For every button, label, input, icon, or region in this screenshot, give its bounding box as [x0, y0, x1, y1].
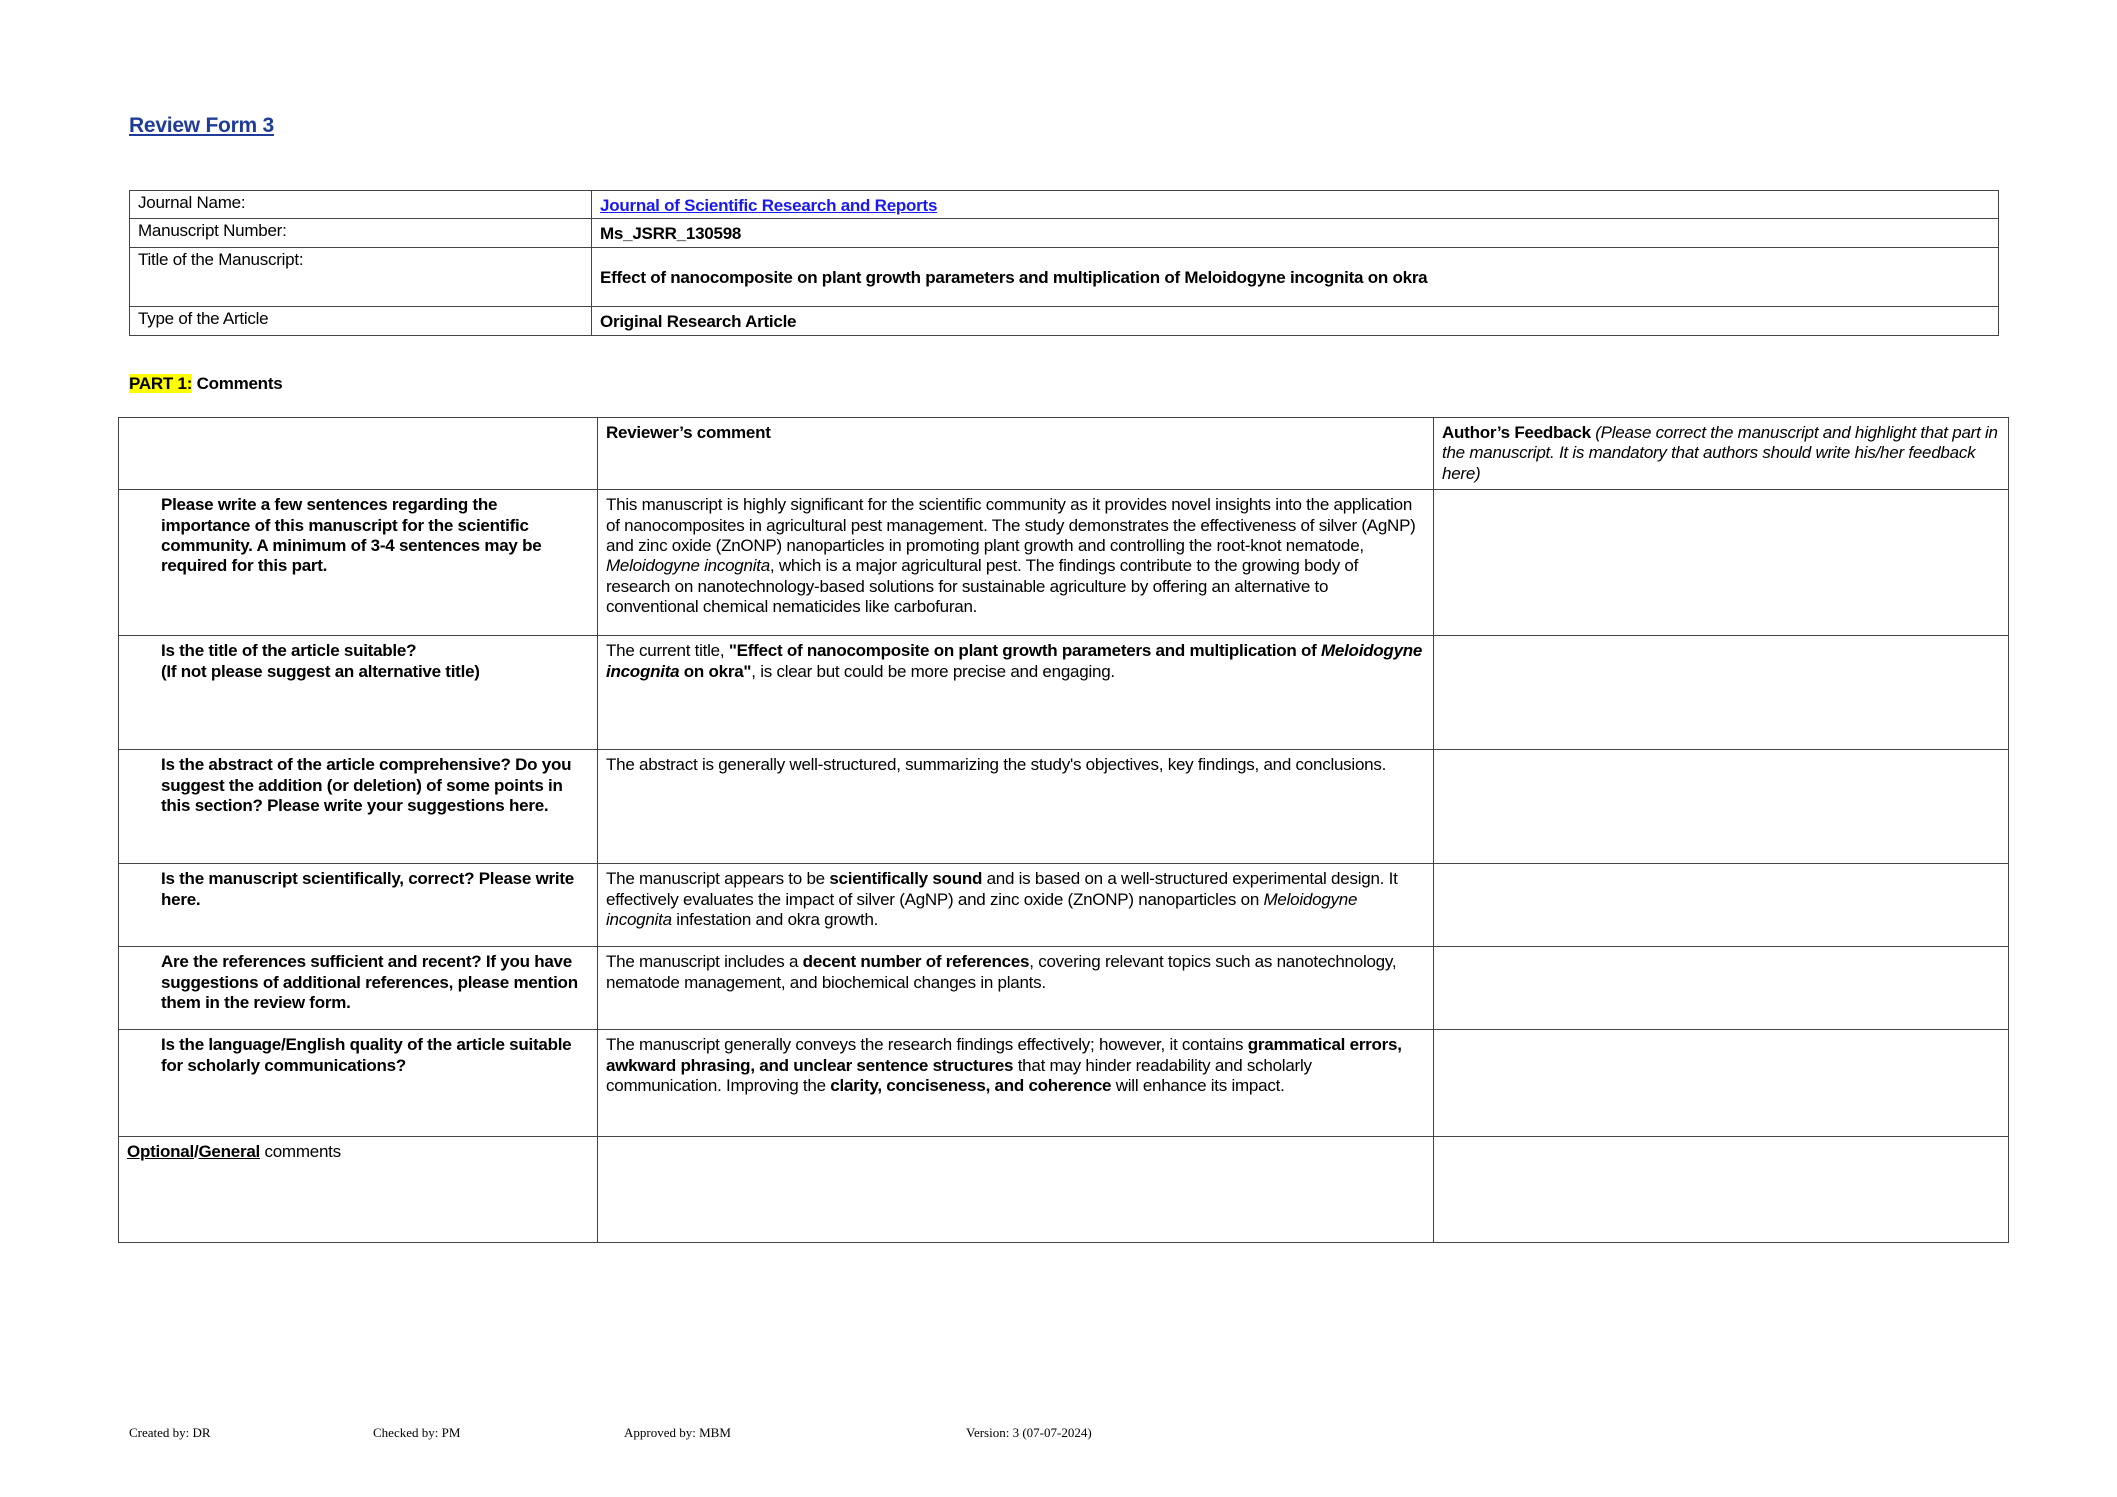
header-empty — [119, 418, 598, 490]
part-heading — [129, 374, 282, 394]
table-row — [119, 636, 2009, 750]
article-type-label: Type of the Article — [130, 306, 592, 335]
part-label: PART 1: — [129, 374, 193, 393]
question: Is the language/English quality of the article suitable for scholarly communications? — [119, 1030, 598, 1137]
footer-approved: Approved by: MBM — [624, 1425, 731, 1440]
manuscript-number: Ms_JSRR_130598 — [592, 219, 1999, 247]
header-reviewer-comment: Reviewer’s comment — [598, 418, 1434, 490]
header-author-feedback — [1434, 418, 2009, 490]
reviewer-comment: The abstract is generally well-structured, summarizing the study's objectives, key findings, and conclusions. — [598, 750, 1434, 864]
author-feedback-title: Author’s Feedback — [1442, 423, 1591, 442]
table-row — [119, 1137, 2009, 1243]
table-row — [119, 947, 2009, 1030]
optional-author-feedback[interactable] — [1434, 1137, 2009, 1243]
question: Are the references sufficient and recent? If you have suggestions of additional references, please mention them in the review form. — [119, 947, 598, 1030]
question: Is the abstract of the article comprehensive? Do you suggest the addition (or deletion) of some points in this section? Please write your suggestions here. — [119, 750, 598, 864]
table-row — [119, 1030, 2009, 1137]
question: Is the manuscript scientifically, correct? Please write here. — [119, 864, 598, 947]
footer-created: Created by: DR — [129, 1425, 211, 1440]
manuscript-title-label: Title of the Manuscript: — [130, 247, 592, 306]
reviewer-comment: The manuscript generally conveys the research findings effectively; however, it contains grammatical errors, awkward phrasing, and unclear sentence structures that may hinder readability and scholarly communication. Improving the clarity, conciseness, and coherence will enhance its impact. — [598, 1030, 1434, 1137]
page-title: Review Form 3 — [129, 114, 274, 137]
reviewer-comment: The manuscript includes a decent number of references, covering relevant topics such as nanotechnology, nematode management, and biochemical changes in plants. — [598, 947, 1434, 1030]
author-feedback-cell[interactable] — [1434, 636, 2009, 750]
manuscript-info-table — [129, 190, 1999, 336]
reviewer-comment: The manuscript appears to be scientifically sound and is based on a well-structured experimental design. It effectively evaluates the impact of silver (AgNP) and zinc oxide (ZnONP) nanoparticles on Meloidogyne incognita infestation and okra growth. — [598, 864, 1434, 947]
author-feedback-cell[interactable] — [1434, 947, 2009, 1030]
reviewer-comment: This manuscript is highly significant for the scientific community as it provides novel insights into the application of nanocomposites in agricultural pest management. The study demonstrates the effectiveness of silver (AgNP) and zinc oxide (ZnONP) nanoparticles in promoting plant growth and controlling the root-knot nematode, Meloidogyne incognita, which is a major agricultural pest. The findings contribute to the growing body of research on nanotechnology-based solutions for sustainable agriculture by offering an alternative to conventional chemical nematicides like carbofuran. — [598, 490, 1434, 636]
author-feedback-cell[interactable] — [1434, 864, 2009, 947]
article-type: Original Research Article — [592, 306, 1999, 335]
author-feedback-cell[interactable] — [1434, 1030, 2009, 1137]
author-feedback-cell[interactable] — [1434, 750, 2009, 864]
comments-table — [118, 417, 2009, 1243]
journal-label: Journal Name: — [130, 191, 592, 219]
manuscript-number-label: Manuscript Number: — [130, 219, 592, 247]
optional-comments-label: Optional/General comments — [119, 1137, 598, 1243]
part-title: Comments — [192, 374, 283, 393]
footer-version: Version: 3 (07-07-2024) — [966, 1425, 1092, 1440]
question: Is the title of the article suitable? (If not please suggest an alternative title) — [119, 636, 598, 750]
author-feedback-cell[interactable] — [1434, 490, 2009, 636]
optional-reviewer-comment[interactable] — [598, 1137, 1434, 1243]
question: Please write a few sentences regarding the importance of this manuscript for the scientific community. A minimum of 3-4 sentences may be required for this part. — [119, 490, 598, 636]
reviewer-comment: The current title, "Effect of nanocomposite on plant growth parameters and multiplication of Meloidogyne incognita on okra", is clear but could be more precise and engaging. — [598, 636, 1434, 750]
table-row — [119, 490, 2009, 636]
author-feedback-note: (Please correct the manuscript and highlight that part in the manuscript. It is mandatory that authors should write his/her feedback here) — [1442, 423, 1998, 483]
manuscript-title: Effect of nanocomposite on plant growth parameters and multiplication of Meloidogyne incognita on okra — [592, 247, 1999, 306]
table-row — [119, 864, 2009, 947]
table-row — [119, 750, 2009, 864]
footer-checked: Checked by: PM — [373, 1425, 461, 1440]
journal-link[interactable]: Journal of Scientific Research and Reports — [600, 196, 938, 215]
